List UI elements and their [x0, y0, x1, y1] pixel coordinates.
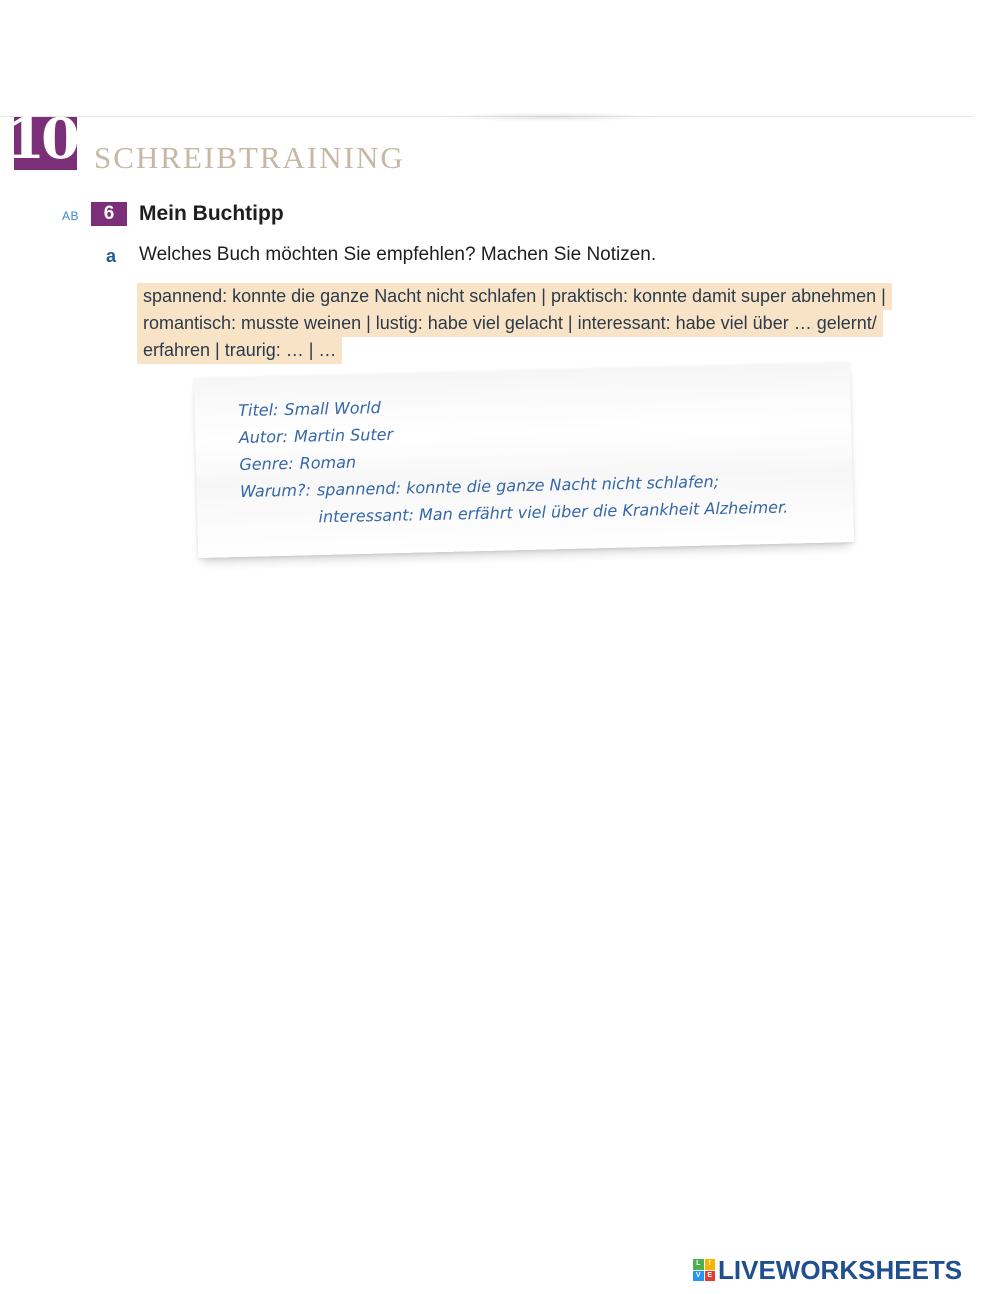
note-author-value: Martin Suter [293, 424, 394, 446]
note-title-label: Titel: [238, 400, 279, 420]
chapter-number: 10 [6, 106, 76, 172]
liveworksheets-logo[interactable] [693, 1256, 962, 1284]
task-title: Mein Buchtipp [139, 202, 284, 225]
page-fold-shadow [440, 112, 660, 122]
hint-line: romantisch: musste weinen | lustig: habe viel gelacht | interessant: habe viel über … gelernt/ [137, 310, 883, 337]
vocabulary-hint-box [137, 283, 947, 364]
note-genre-label: Genre: [239, 453, 294, 474]
hint-line: spannend: konnte die ganze Nacht nicht schlafen | praktisch: konnte damit super abnehmen | [137, 283, 892, 310]
handwritten-notes [238, 386, 789, 532]
subtask-letter: a [106, 246, 117, 266]
logo-text: LIVEWORKSHEETS [718, 1255, 963, 1285]
chapter-badge [6, 106, 77, 172]
note-why-line1: spannend: konnte die ganze Nacht nicht schlafen; [316, 471, 720, 500]
task-number-badge: 6 [91, 202, 127, 226]
note-genre-value: Roman [299, 452, 357, 473]
logo-mark-cell: E [705, 1271, 716, 1282]
logo-mark-cell: V [693, 1271, 704, 1282]
workbook-reference-label: AB [62, 209, 80, 223]
subtask-instruction: Welches Buch möchten Sie empfehlen? Machen Sie Notizen. [139, 244, 657, 265]
logo-mark-cell: L [693, 1259, 704, 1270]
note-author-label: Autor: [238, 426, 289, 447]
note-why-line2: interessant: Man erfährt viel über die Krankheit Alzheimer. [318, 497, 789, 527]
section-title: SCHREIBTRAINING [94, 140, 405, 175]
logo-mark-cell: I [705, 1259, 716, 1270]
note-title-value: Small World [284, 398, 381, 420]
logo-mark-icon [693, 1259, 715, 1281]
note-why-label: Warum?: [239, 480, 312, 501]
hint-line: erfahren | traurig: … | … [137, 337, 342, 364]
